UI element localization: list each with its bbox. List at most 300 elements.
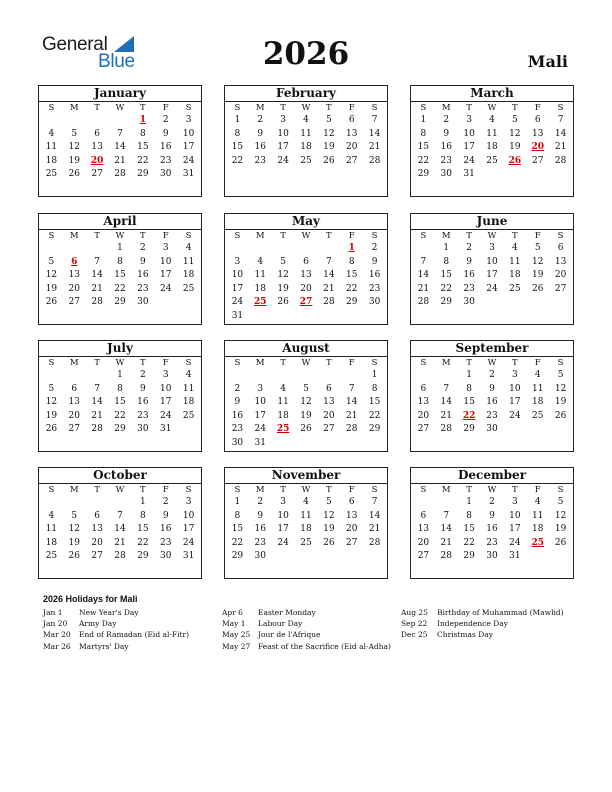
empty-day-cell <box>86 369 109 383</box>
day-cell: 31 <box>463 169 475 179</box>
holidays-title: 2026 Holidays for Mali <box>43 594 138 604</box>
holiday-row <box>222 607 391 618</box>
day-cell: 10 <box>159 256 172 267</box>
day-cell: 9 <box>257 128 264 139</box>
day-cell: 29 <box>231 551 244 561</box>
weekday-label: T <box>280 103 286 113</box>
weekday-label: S <box>234 485 241 495</box>
weekday-label: S <box>234 358 241 368</box>
day-cell: 21 <box>417 283 430 294</box>
day-cell: 10 <box>277 128 289 139</box>
holiday-row <box>43 641 189 652</box>
holiday-name: Army Day <box>79 619 117 629</box>
day-cell: 24 <box>182 537 195 548</box>
day-cell: 5 <box>511 115 518 125</box>
day-cell: 17 <box>182 142 195 152</box>
day-cell: 7 <box>94 383 100 394</box>
day-grid <box>411 114 573 182</box>
day-cell: 2 <box>139 243 146 253</box>
weekday-label: W <box>301 231 311 241</box>
day-cell: 19 <box>68 537 80 548</box>
weekday-label: T <box>512 358 518 368</box>
day-cell: 1 <box>117 243 123 253</box>
day-cell: 9 <box>443 128 450 139</box>
day-cell: 28 <box>114 169 126 179</box>
day-cell: 22 <box>463 537 475 548</box>
day-cell: 1 <box>420 115 427 125</box>
holiday-day: 26 <box>508 155 522 166</box>
month-name: October <box>39 468 201 484</box>
day-cell: 18 <box>300 142 312 152</box>
country-name: Mali <box>527 52 568 71</box>
weekday-label: S <box>371 358 378 368</box>
day-cell: 14 <box>91 397 103 407</box>
day-cell: 20 <box>417 410 430 421</box>
day-cell: 26 <box>300 424 312 434</box>
holiday-day: 25 <box>276 424 290 434</box>
day-cell: 14 <box>114 142 126 152</box>
day-cell: 16 <box>159 142 172 152</box>
day-cell: 23 <box>486 537 498 548</box>
weekday-label: M <box>441 103 451 113</box>
weekday-label: M <box>255 358 265 368</box>
day-cell: 9 <box>257 510 264 521</box>
day-cell: 3 <box>234 256 241 267</box>
day-cell: 26 <box>68 169 80 179</box>
day-cell: 2 <box>466 243 472 253</box>
empty-day-cell <box>40 496 63 510</box>
month-august <box>224 340 388 452</box>
day-cell: 8 <box>443 256 450 267</box>
day-cell: 5 <box>325 115 332 125</box>
day-grid <box>39 242 201 310</box>
day-cell: 18 <box>277 410 289 421</box>
day-cell: 5 <box>557 370 564 380</box>
day-cell: 16 <box>486 524 498 534</box>
day-cell: 26 <box>323 155 335 166</box>
day-cell: 21 <box>554 142 567 152</box>
day-cell: 22 <box>231 155 244 166</box>
day-cell: 29 <box>345 297 358 307</box>
day-cell: 18 <box>45 537 58 548</box>
day-cell: 6 <box>94 510 100 521</box>
holiday-day: 1 <box>348 243 355 253</box>
day-cell: 14 <box>440 524 452 534</box>
weekday-label: T <box>280 231 286 241</box>
day-cell: 15 <box>345 270 358 280</box>
day-cell: 11 <box>182 383 195 394</box>
holiday-day: 27 <box>299 297 313 307</box>
day-cell: 27 <box>323 424 335 434</box>
day-cell: 5 <box>48 256 55 267</box>
day-grid <box>411 242 573 310</box>
day-cell: 3 <box>162 243 169 253</box>
day-cell: 28 <box>91 297 103 307</box>
day-cell: 1 <box>234 497 241 507</box>
day-cell: 17 <box>182 524 195 534</box>
weekday-label: F <box>162 485 169 495</box>
weekday-label: F <box>162 358 169 368</box>
day-cell: 12 <box>68 524 80 534</box>
weekday-label: T <box>94 103 100 113</box>
day-cell: 24 <box>463 155 475 166</box>
day-cell: 13 <box>68 397 80 407</box>
weekday-label: T <box>140 358 146 368</box>
day-cell: 22 <box>345 283 358 294</box>
day-cell: 5 <box>303 383 309 394</box>
day-cell: 15 <box>137 524 149 534</box>
day-cell: 17 <box>231 283 244 294</box>
weekday-label: T <box>94 485 100 495</box>
day-cell: 3 <box>511 370 518 380</box>
day-cell: 14 <box>368 510 381 521</box>
day-cell: 28 <box>368 537 381 548</box>
day-cell: 30 <box>159 169 172 179</box>
day-cell: 9 <box>466 256 472 267</box>
weekday-label: M <box>255 103 265 113</box>
day-cell: 13 <box>345 128 358 139</box>
day-cell: 8 <box>139 128 146 139</box>
day-cell: 6 <box>534 115 541 125</box>
day-cell: 21 <box>114 537 126 548</box>
month-name: May <box>225 214 387 230</box>
day-cell: 18 <box>254 283 266 294</box>
weekday-label: W <box>487 358 497 368</box>
day-cell: 10 <box>509 383 521 394</box>
weekday-label: M <box>255 485 265 495</box>
day-cell: 4 <box>303 497 309 507</box>
weekday-label: T <box>326 103 332 113</box>
empty-day-cell <box>435 369 458 383</box>
day-cell: 10 <box>231 270 244 280</box>
holiday-row <box>401 618 564 629</box>
day-cell: 6 <box>71 383 78 394</box>
day-cell: 28 <box>345 424 358 434</box>
day-cell: 22 <box>417 155 430 166</box>
weekday-header <box>225 484 387 496</box>
month-name: January <box>39 86 201 102</box>
weekday-label: S <box>420 103 427 113</box>
day-cell: 9 <box>489 383 495 394</box>
day-cell: 26 <box>554 410 567 421</box>
day-cell: 27 <box>91 551 103 561</box>
day-cell: 5 <box>48 383 55 394</box>
empty-day-cell <box>249 242 272 256</box>
holiday-name: Birthday of Muhammad (Mawlid) <box>437 608 564 617</box>
day-cell: 24 <box>231 297 244 307</box>
day-cell: 1 <box>443 243 450 253</box>
weekday-header <box>39 102 201 114</box>
weekday-label: W <box>301 485 311 495</box>
empty-day-cell <box>317 242 340 256</box>
day-cell: 29 <box>417 169 430 179</box>
day-cell: 19 <box>300 410 312 421</box>
day-grid <box>411 496 573 564</box>
weekday-label: S <box>371 231 378 241</box>
day-cell: 26 <box>531 283 544 294</box>
day-cell: 30 <box>137 424 149 434</box>
day-cell: 14 <box>554 128 567 139</box>
day-cell: 29 <box>137 551 149 561</box>
month-january <box>38 85 202 197</box>
month-november <box>224 467 388 579</box>
day-cell: 17 <box>159 270 172 280</box>
weekday-label: S <box>420 485 427 495</box>
day-cell: 12 <box>323 510 335 521</box>
day-cell: 1 <box>466 497 472 507</box>
day-cell: 1 <box>117 370 123 380</box>
day-cell: 23 <box>440 155 452 166</box>
holiday-name: Feast of the Sacrifice (Eid al-Adha) <box>258 641 391 651</box>
day-cell: 12 <box>45 270 58 280</box>
holiday-date: Sep 22 <box>401 619 428 629</box>
day-cell: 16 <box>486 397 498 407</box>
day-cell: 2 <box>489 497 495 507</box>
day-cell: 4 <box>48 128 55 139</box>
day-cell: 7 <box>94 256 100 267</box>
weekday-label: S <box>185 485 192 495</box>
weekday-label: M <box>441 485 451 495</box>
day-cell: 19 <box>554 524 567 534</box>
day-cell: 20 <box>91 537 103 548</box>
day-cell: 30 <box>368 297 381 307</box>
day-cell: 30 <box>159 551 172 561</box>
empty-day-cell <box>435 496 458 510</box>
day-cell: 23 <box>254 537 266 548</box>
holiday-name: New Year's Day <box>79 608 139 617</box>
weekday-label: F <box>162 231 169 241</box>
day-cell: 3 <box>280 497 286 507</box>
day-cell: 28 <box>440 551 452 561</box>
day-cell: 23 <box>486 410 498 421</box>
holiday-date: Dec 25 <box>401 630 428 640</box>
weekday-header <box>411 357 573 369</box>
empty-day-cell <box>86 242 109 256</box>
day-cell: 31 <box>159 424 172 434</box>
day-cell: 8 <box>117 256 123 267</box>
day-grid <box>39 114 201 182</box>
day-cell: 20 <box>323 410 335 421</box>
holiday-row <box>43 618 189 629</box>
day-cell: 20 <box>345 524 358 534</box>
weekday-label: T <box>326 231 332 241</box>
day-cell: 6 <box>348 497 355 507</box>
day-grid <box>225 496 387 564</box>
day-cell: 14 <box>345 397 358 407</box>
empty-day-cell <box>109 114 132 128</box>
holiday-row <box>43 607 189 618</box>
day-cell: 11 <box>486 128 498 139</box>
weekday-label: T <box>140 485 146 495</box>
day-cell: 27 <box>417 424 430 434</box>
holiday-date: May 25 <box>222 630 251 640</box>
day-cell: 9 <box>139 256 146 267</box>
day-cell: 17 <box>159 397 172 407</box>
day-cell: 7 <box>443 383 450 394</box>
day-cell: 4 <box>185 370 192 380</box>
holiday-date: Mar 20 <box>43 630 71 640</box>
day-cell: 22 <box>137 155 149 166</box>
day-cell: 30 <box>486 551 498 561</box>
month-may <box>224 213 388 325</box>
day-cell: 7 <box>371 115 378 125</box>
month-name: September <box>411 341 573 357</box>
weekday-label: T <box>466 485 472 495</box>
day-cell: 4 <box>489 115 495 125</box>
day-cell: 12 <box>300 397 312 407</box>
day-cell: 29 <box>137 169 149 179</box>
day-cell: 1 <box>466 370 472 380</box>
day-cell: 10 <box>509 510 521 521</box>
day-cell: 16 <box>137 270 149 280</box>
day-cell: 12 <box>554 510 567 521</box>
holiday-name: Christmas Day <box>437 630 493 640</box>
day-cell: 11 <box>300 510 312 521</box>
day-cell: 15 <box>114 270 126 280</box>
day-cell: 31 <box>254 437 266 448</box>
holiday-name: Martyrs' Day <box>79 641 129 651</box>
day-cell: 25 <box>45 551 58 561</box>
weekday-label: S <box>185 231 192 241</box>
day-cell: 29 <box>463 551 475 561</box>
day-cell: 27 <box>345 537 358 548</box>
day-cell: 16 <box>137 397 149 407</box>
day-cell: 18 <box>45 155 58 166</box>
logo-text-blue: Blue <box>98 51 135 72</box>
day-cell: 9 <box>162 510 169 521</box>
day-cell: 23 <box>368 283 381 294</box>
month-april <box>38 213 202 325</box>
day-cell: 13 <box>300 270 312 280</box>
day-cell: 6 <box>348 115 355 125</box>
day-cell: 28 <box>114 551 126 561</box>
day-cell: 14 <box>323 270 335 280</box>
holiday-name: End of Ramadan (Eid al-Fitr) <box>79 630 190 640</box>
day-cell: 11 <box>45 142 58 152</box>
holiday-date: Apr 6 <box>222 608 243 617</box>
month-february <box>224 85 388 197</box>
weekday-label: M <box>69 103 79 113</box>
day-cell: 18 <box>486 142 498 152</box>
day-cell: 21 <box>345 410 358 421</box>
empty-day-cell <box>63 242 86 256</box>
day-cell: 5 <box>71 510 78 521</box>
day-cell: 8 <box>117 383 123 394</box>
day-cell: 2 <box>489 370 495 380</box>
weekday-label: F <box>162 103 169 113</box>
day-cell: 28 <box>440 424 452 434</box>
day-cell: 2 <box>234 383 241 394</box>
day-cell: 28 <box>323 297 335 307</box>
day-cell: 24 <box>509 537 521 548</box>
day-cell: 15 <box>231 524 244 534</box>
holiday-date: Jan 20 <box>43 619 68 629</box>
day-cell: 23 <box>137 283 149 294</box>
holiday-day: 22 <box>462 410 476 421</box>
weekday-header <box>39 357 201 369</box>
day-cell: 23 <box>137 410 149 421</box>
day-cell: 20 <box>300 283 312 294</box>
weekday-label: M <box>69 358 79 368</box>
day-cell: 17 <box>277 524 289 534</box>
holiday-date: May 27 <box>222 641 251 651</box>
holiday-date: May 1 <box>222 619 246 629</box>
day-cell: 30 <box>231 437 244 448</box>
weekday-label: M <box>255 231 265 241</box>
day-cell: 15 <box>114 397 126 407</box>
day-cell: 7 <box>443 510 450 521</box>
day-cell: 9 <box>139 383 146 394</box>
weekday-label: S <box>185 358 192 368</box>
day-cell: 20 <box>68 283 80 294</box>
empty-day-cell <box>86 114 109 128</box>
day-cell: 5 <box>325 497 332 507</box>
day-cell: 8 <box>466 383 472 394</box>
weekday-label: F <box>348 231 355 241</box>
day-cell: 18 <box>531 397 544 407</box>
day-cell: 2 <box>371 243 378 253</box>
weekday-label: F <box>534 103 541 113</box>
day-cell: 24 <box>182 155 195 166</box>
day-cell: 19 <box>531 270 544 280</box>
day-cell: 12 <box>277 270 289 280</box>
day-cell: 30 <box>137 297 149 307</box>
day-cell: 23 <box>254 155 266 166</box>
day-cell: 12 <box>554 383 567 394</box>
weekday-label: T <box>326 485 332 495</box>
day-cell: 29 <box>114 424 126 434</box>
day-cell: 17 <box>254 410 266 421</box>
weekday-label: S <box>371 103 378 113</box>
day-cell: 10 <box>182 128 195 139</box>
day-cell: 18 <box>182 397 195 407</box>
weekday-label: S <box>48 358 55 368</box>
holiday-date: Aug 25 <box>401 608 428 617</box>
day-cell: 26 <box>277 297 289 307</box>
day-cell: 29 <box>440 297 452 307</box>
empty-day-cell <box>317 369 340 383</box>
day-cell: 24 <box>509 410 521 421</box>
day-grid <box>225 369 387 450</box>
day-cell: 2 <box>257 115 264 125</box>
holiday-column <box>222 607 391 652</box>
day-cell: 5 <box>280 256 286 267</box>
day-cell: 21 <box>91 283 103 294</box>
day-cell: 13 <box>531 128 544 139</box>
day-cell: 30 <box>254 551 266 561</box>
month-name: August <box>225 341 387 357</box>
day-cell: 17 <box>277 142 289 152</box>
day-cell: 28 <box>417 297 430 307</box>
weekday-header <box>411 102 573 114</box>
day-cell: 20 <box>554 270 567 280</box>
weekday-label: S <box>557 358 564 368</box>
day-cell: 6 <box>303 256 309 267</box>
day-cell: 16 <box>159 524 172 534</box>
weekday-label: T <box>94 358 100 368</box>
weekday-label: S <box>234 231 241 241</box>
day-cell: 18 <box>531 524 544 534</box>
day-cell: 16 <box>368 270 381 280</box>
months-grid <box>38 85 576 581</box>
holiday-row <box>401 607 564 618</box>
day-cell: 9 <box>162 128 169 139</box>
day-cell: 21 <box>114 155 126 166</box>
day-cell: 25 <box>486 155 498 166</box>
day-cell: 13 <box>68 270 80 280</box>
holiday-day: 1 <box>139 115 146 125</box>
day-cell: 9 <box>489 510 495 521</box>
